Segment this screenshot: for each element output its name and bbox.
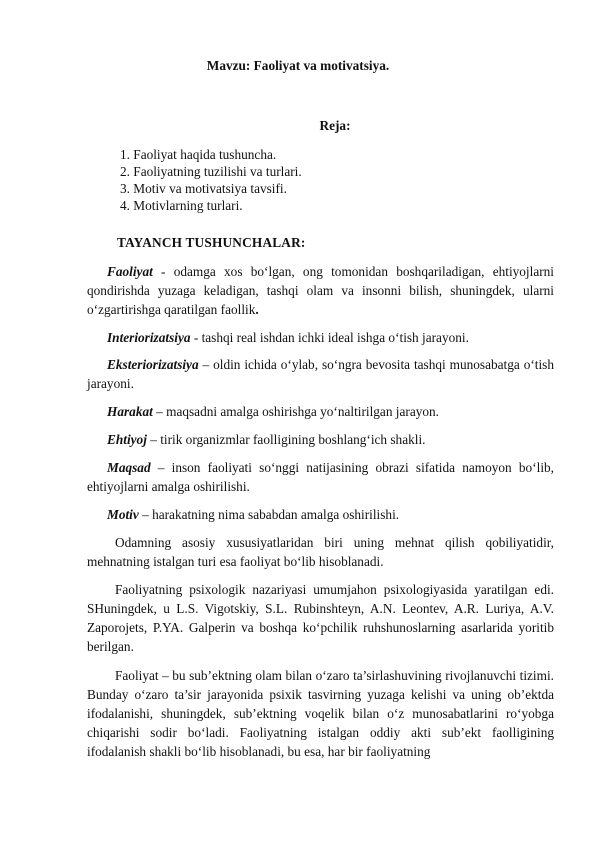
definition-text: - tashqi real ishdan ichki ideal ishga o‘tish jarayoni. (190, 330, 469, 345)
definition-text: – harakatning nima sababdan amalga oshirilishi. (138, 507, 400, 522)
plan-list (120, 146, 302, 214)
definition-text: – maqsadni amalga oshirishga yo‘naltirilgan jarayon. (152, 404, 439, 419)
plan-item: 4. Motivlarning turlari. (120, 198, 243, 213)
definition-end: . (255, 302, 259, 317)
definition-text: - odamga xos bo‘lgan, ong tomonidan boshqariladigan, ehtiyojlarni qondirishda yuzaga keladigan, tashqi olam va insonni bilish, shuningdek, ularni o‘zgartirishga qaratilgan faollik (87, 264, 554, 317)
plan-item: 3. Motiv va motivatsiya tavsifi. (120, 181, 287, 196)
document-title: Mavzu: Faoliyat va motivatsiya. (206, 58, 390, 73)
paragraph-text: Odamning asosiy xususiyatlaridan biri uning mehnat qilish qobiliyatidir, mehnatning istalgan turi esa faoliyat bo‘lib hisoblanadi. (87, 535, 554, 569)
paragraph-text: Faoliyatning psixologik nazariyasi umumjahon psixologiyasida yaratilgan edi. SHuningdek, u L.S. Vigotskiy, S.L. Rubinshteyn, A.N. Leontev, A.R. Luriya, A.V. Zaporojets, P.YA. Galperin va boshqa ko‘pchilik ruhshunoslarning asarlarida yoritib berilgan. (87, 582, 554, 654)
definition-term: Ehtiyoj (107, 432, 147, 447)
definition-term: Interiorizatsiya (107, 330, 191, 345)
plan-item: 1. Faoliyat haqida tushuncha. (120, 147, 277, 162)
definition-term: Maqsad (107, 460, 151, 475)
definition-text: – tirik organizmlar faolligining boshlang‘ich shakli. (146, 432, 426, 447)
body-paragraph (87, 580, 554, 656)
plan-heading: Reja: (319, 118, 351, 133)
definition-ehtiyoj (87, 430, 554, 449)
body-paragraph (87, 533, 554, 571)
plan-item: 2. Faoliyatning tuzilishi va turlari. (120, 164, 302, 179)
definition-term: Eksteriorizatsiya (107, 357, 199, 372)
paragraph-text: Faoliyat – bu sub’ektning olam bilan o‘zaro ta’sirlashuvining rivojlanuvchi tizimi. Bunday o‘zaro ta’sir jarayonida psixik tasvirning yuzaga kelishi va uning ob’ektda ifodalanishi, shuningdek, sub’ektning voqelik bilan o‘z munosabatlarini ro‘yobga chiqarishi sodir bo‘ladi. Faoliyatning istalgan oddiy akti sub’ekt faolligining ifodalanish shakli bo‘lib hisoblanadi, bu esa, har bir faoliyatning (87, 668, 554, 759)
definition-text: – inson faoliyati so‘nggi natijasining obrazi sifatida namoyon bo‘lib, ehtiyojlarni amalga oshirilishi. (87, 460, 554, 494)
concepts-heading: TAYANCH TUSHUNCHALAR: (117, 235, 306, 250)
body-paragraph (87, 666, 554, 761)
definition-harakat (87, 402, 554, 421)
definition-maqsad (87, 458, 554, 496)
definition-term: Faoliyat (107, 264, 153, 279)
definition-faoliyat (87, 262, 554, 319)
definition-interiorizatsiya (87, 328, 554, 347)
definition-eksteriorizatsiya (87, 355, 554, 393)
definition-term: Motiv (107, 507, 139, 522)
definition-text: – oldin ichida o‘ylab, so‘ngra bevosita tashqi munosabatga o‘tish jarayoni. (87, 357, 554, 391)
definition-term: Harakat (107, 404, 153, 419)
definition-motiv (87, 505, 554, 524)
